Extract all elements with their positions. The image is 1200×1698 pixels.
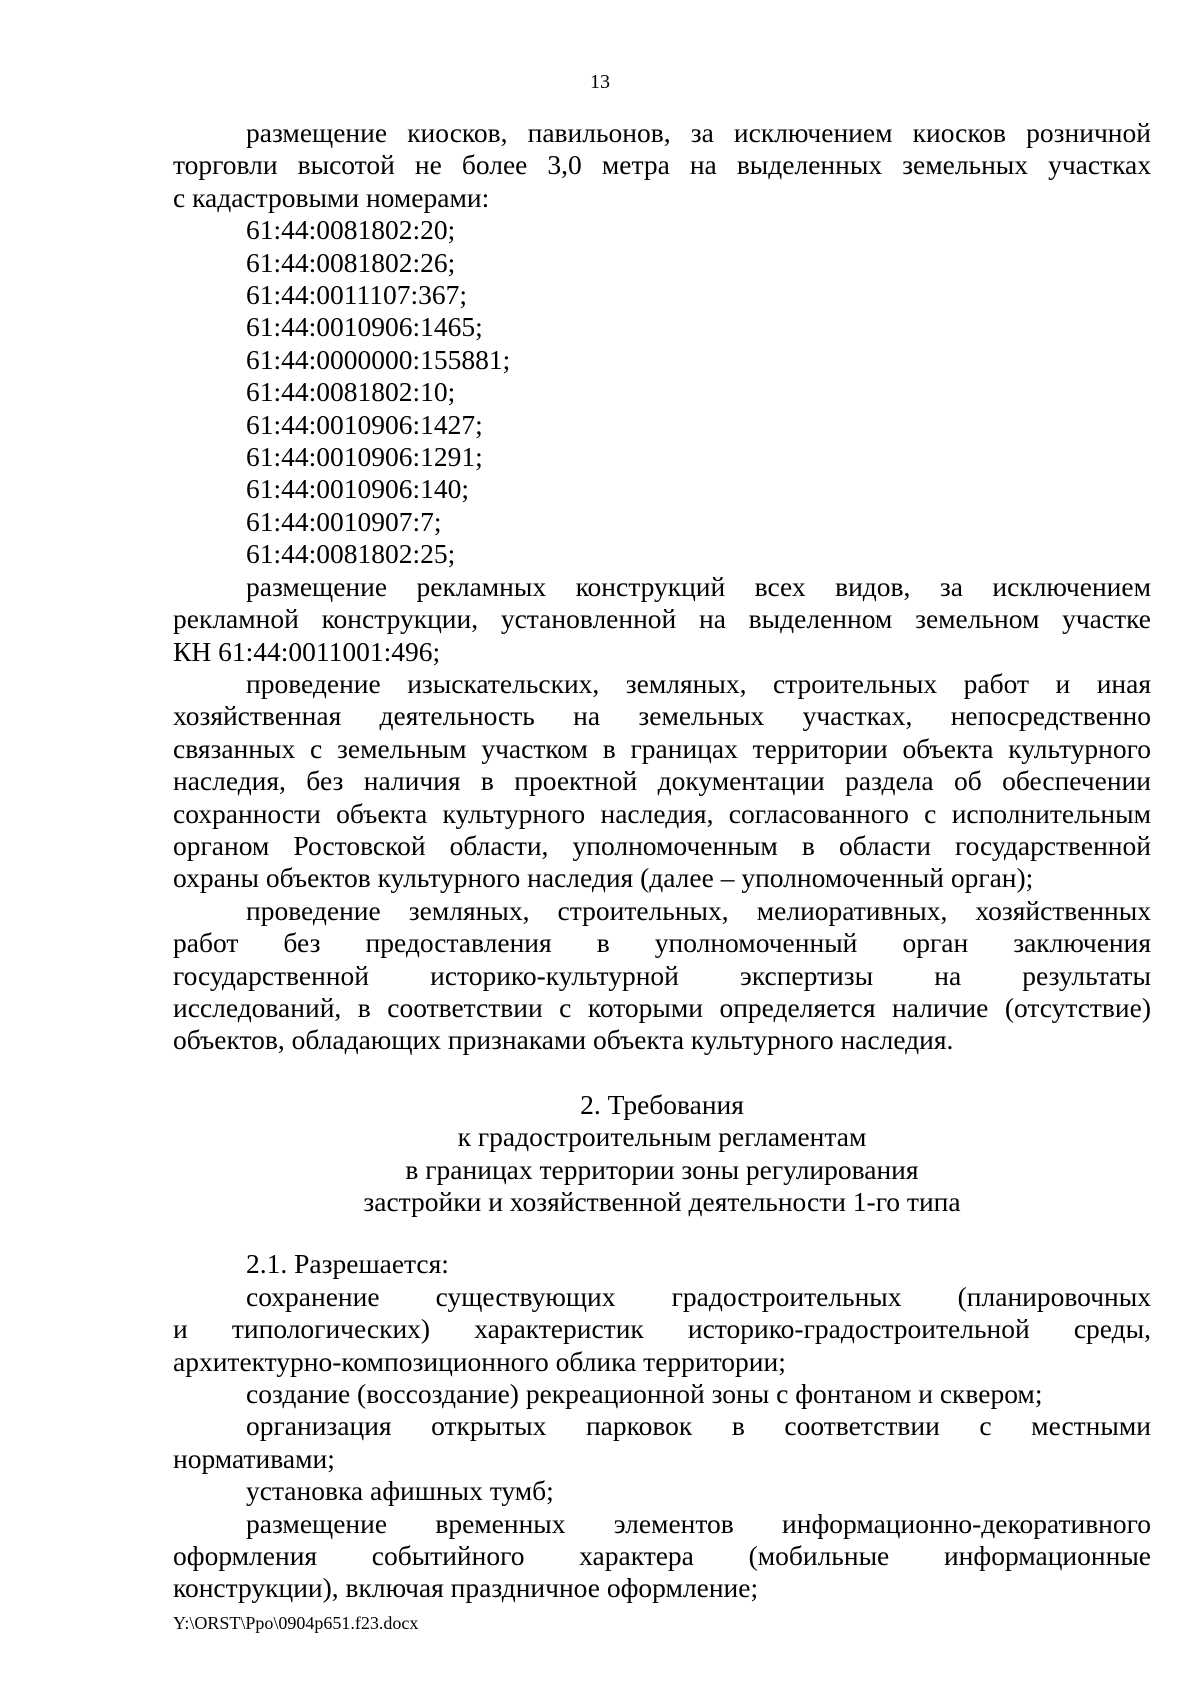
paragraph-preservation bbox=[173, 1281, 1151, 1378]
text-line: работ без предоставления в уполномоченный орган заключения bbox=[173, 927, 1151, 959]
cadastral-number-list bbox=[173, 214, 1151, 570]
subsection-heading: 2.1. Разрешается: bbox=[246, 1248, 449, 1280]
text-line: сохранение существующих градостроительных (планировочных bbox=[246, 1280, 1151, 1312]
text-line: организация открытых парковок в соответствии с местными bbox=[246, 1410, 1151, 1442]
text-line: государственной историко-культурной экспертизы на результаты bbox=[173, 959, 1151, 991]
cadastral-number: 61:44:0010906:140; bbox=[246, 473, 470, 505]
paragraph-advertising bbox=[173, 571, 1151, 668]
text-line: рекламной конструкции, установленной на выделенном земельном участке bbox=[173, 603, 1151, 635]
text-line: КН 61:44:0011001:496; bbox=[173, 635, 441, 667]
text-line: с кадастровыми номерами: bbox=[173, 181, 490, 213]
text-line: размещение рекламных конструкций всех видов, за исключением bbox=[246, 570, 1151, 602]
text-line: объектов, обладающих признаками объекта культурного наследия. bbox=[173, 1024, 954, 1056]
cadastral-number: 61:44:0000000:155881; bbox=[246, 343, 511, 375]
text-line: исследований, в соответствии с которыми определяется наличие (отсутствие) bbox=[173, 991, 1151, 1023]
heading-line: 2. Требования bbox=[580, 1088, 744, 1120]
text-line: торговли высотой не более 3,0 метра на выделенных земельных участках bbox=[173, 149, 1151, 181]
paragraph-recreation: создание (воссоздание) рекреационной зоны с фонтаном и сквером; bbox=[246, 1378, 1043, 1410]
text-line: нормативами; bbox=[173, 1442, 335, 1474]
text-line: наследия, без наличия в проектной документации раздела об обеспечении bbox=[173, 765, 1151, 797]
cadastral-number: 61:44:0010906:1291; bbox=[246, 441, 483, 473]
text-line: проведение изыскательских, земляных, строительных работ и иная bbox=[246, 667, 1151, 699]
section-heading bbox=[173, 1089, 1151, 1219]
cadastral-number: 61:44:0081802:25; bbox=[246, 538, 456, 570]
text-line: охраны объектов культурного наследия (далее – уполномоченный орган); bbox=[173, 862, 1034, 894]
text-line: хозяйственная деятельность на земельных участках, непосредственно bbox=[173, 700, 1151, 732]
paragraph-works bbox=[173, 668, 1151, 895]
heading-line: к градостроительным регламентам bbox=[457, 1121, 867, 1153]
paragraph-kiosks bbox=[173, 117, 1151, 214]
paragraph-temporary-elements bbox=[173, 1508, 1151, 1605]
text-line: связанных с земельным участком в границах территории объекта культурного bbox=[173, 732, 1151, 764]
cadastral-number: 61:44:0081802:10; bbox=[246, 376, 456, 408]
text-line: оформления событийного характера (мобильные информационные bbox=[173, 1540, 1151, 1572]
text-line: конструкции), включая праздничное оформление; bbox=[173, 1572, 759, 1604]
cadastral-number: 61:44:0010906:1427; bbox=[246, 408, 483, 440]
cadastral-number: 61:44:0011107:367; bbox=[246, 279, 468, 311]
heading-line: застройки и хозяйственной деятельности 1-го типа bbox=[363, 1186, 961, 1217]
document-body bbox=[173, 117, 1151, 1605]
text-line: размещение киосков, павильонов, за исключением киосков розничной bbox=[246, 117, 1151, 148]
heading-line: в границах территории зоны регулирования bbox=[405, 1153, 919, 1185]
text-line: органом Ростовской области, уполномоченным в области государственной bbox=[173, 829, 1151, 861]
paragraph-parking bbox=[173, 1410, 1151, 1475]
text-line: архитектурно-композиционного облика территории; bbox=[173, 1345, 786, 1377]
text-line: и типологических) характеристик историко-градостроительной среды, bbox=[173, 1313, 1151, 1345]
cadastral-number: 61:44:0081802:26; bbox=[246, 246, 456, 278]
cadastral-number: 61:44:0010907:7; bbox=[246, 505, 442, 537]
cadastral-number: 61:44:0081802:20; bbox=[246, 214, 456, 246]
cadastral-number: 61:44:0010906:1465; bbox=[246, 311, 483, 343]
page-number: 13 bbox=[590, 71, 610, 93]
footer-file-path: Y:\ORST\Ppo\0904p651.f23.docx bbox=[173, 1613, 419, 1633]
paragraph-earthworks bbox=[173, 895, 1151, 1057]
text-line: сохранности объекта культурного наследия, согласованного с исполнительным bbox=[173, 797, 1151, 829]
paragraph-billboards: установка афишных тумб; bbox=[246, 1475, 554, 1507]
text-line: размещение временных элементов информационно-декоративного bbox=[246, 1507, 1151, 1539]
text-line: проведение земляных, строительных, мелиоративных, хозяйственных bbox=[246, 894, 1151, 926]
